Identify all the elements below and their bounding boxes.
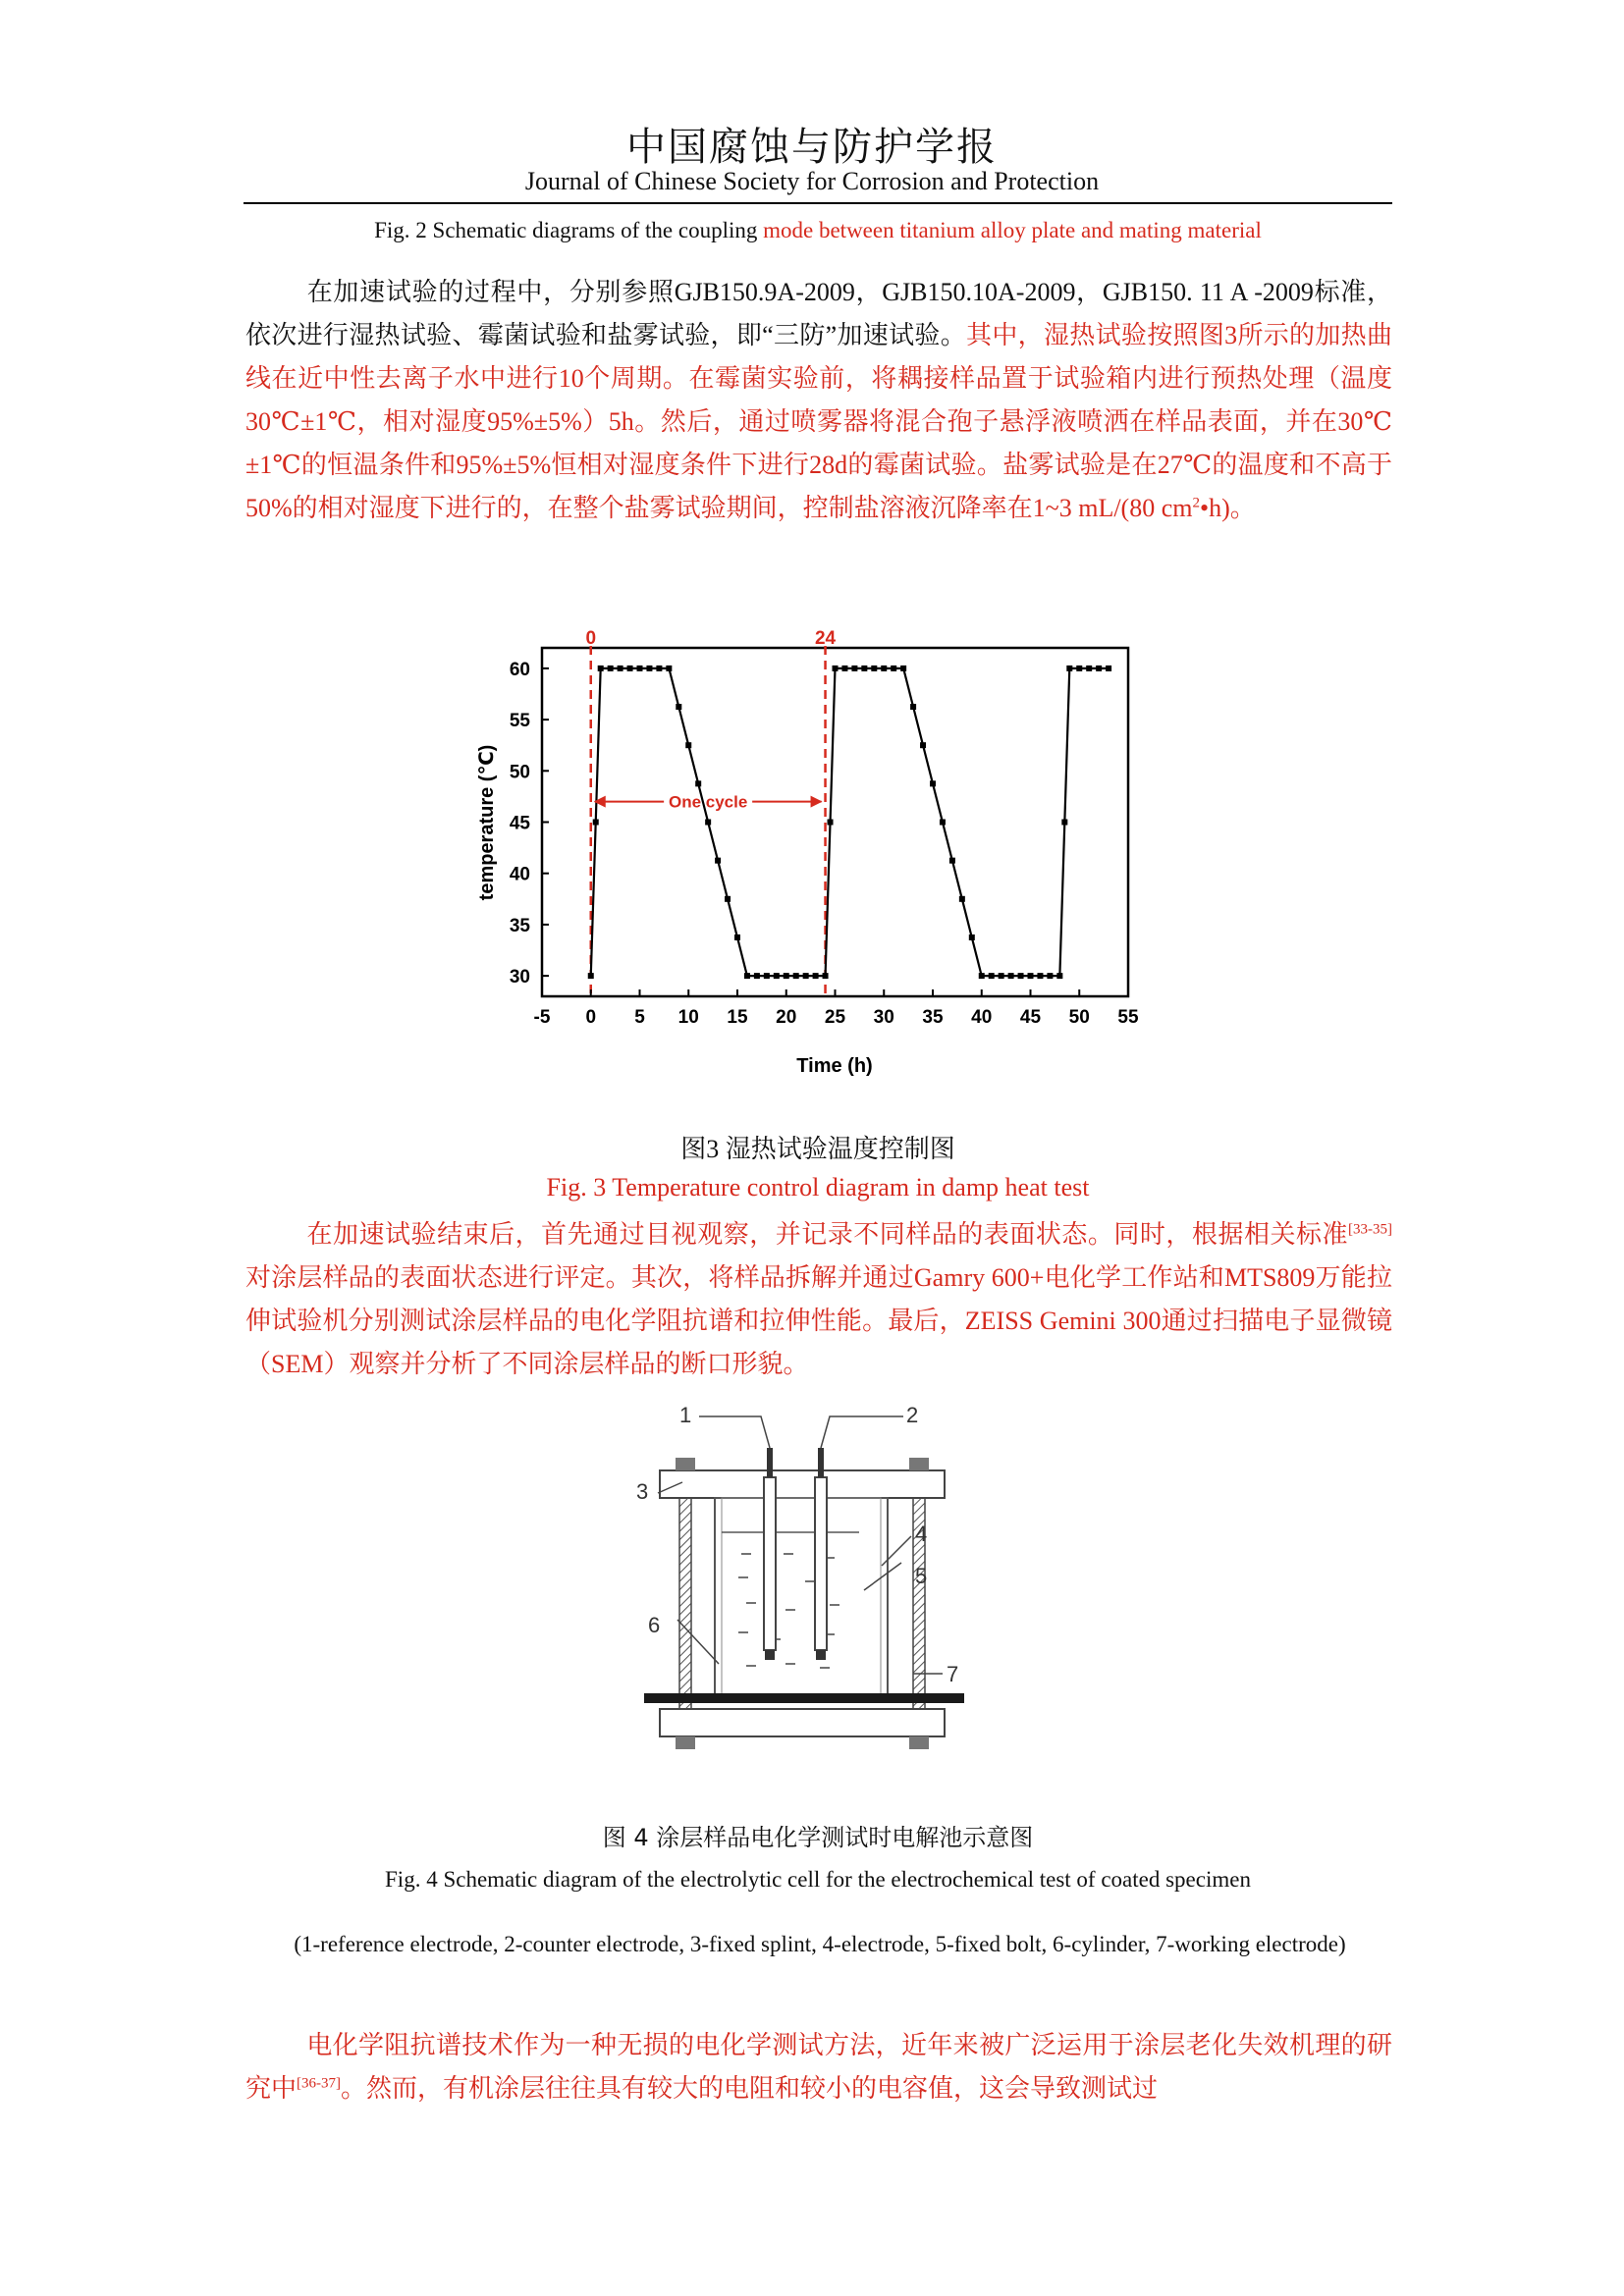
temperature-point: [588, 973, 594, 979]
y-tick-label: 45: [509, 813, 530, 834]
temperature-point: [940, 820, 946, 826]
temperature-point: [1096, 666, 1102, 671]
temperature-point: [823, 973, 829, 979]
temperature-point: [813, 973, 819, 979]
reference-electrode: [764, 1477, 776, 1650]
temperature-point: [715, 858, 721, 864]
nut-bottom-left: [676, 1736, 695, 1749]
temperature-point: [1047, 973, 1053, 979]
temperature-point: [861, 666, 867, 671]
y-axis-label: temperature (℃): [476, 744, 498, 901]
temperature-point: [833, 666, 839, 671]
journal-title-cn: 中国腐蚀与防护学报: [626, 125, 998, 169]
temperature-point: [891, 666, 896, 671]
paragraph-accelerated-test: [245, 271, 1392, 530]
para3-text: 电化学阻抗谱技术作为一种无损的电化学测试方法，近年来被广泛运用于涂层老化失效机理的研究中: [245, 2031, 1392, 2103]
temperature-point: [608, 666, 614, 671]
temperature-point: [784, 973, 789, 979]
temperature-point: [627, 666, 633, 671]
y-tick-label: 35: [509, 915, 530, 936]
para1-red: 其中，湿热试验按照图3所示的加热曲线在近中性去离子水中进行10个周期。在霉菌实验前，将耦接样品置于试验箱内进行预热处理（温度30℃±1℃，相对湿度95%±5%）5h。然后，通过喷雾器将混合孢子悬浮液喷洒在样品表面，并在30℃±1℃的恒温条件和95%±5%恒相对湿度条件下进行28d的霉菌试验。盐雾试验是在27℃的温度和不高于50%的相对湿度下进行的，在整个盐雾试验期间，控制盐溶液沉降率在1~3 mL/(80 cm: [245, 321, 1392, 522]
temperature-point: [881, 666, 887, 671]
temperature-point: [979, 973, 985, 979]
header-rule: [244, 202, 1392, 204]
fig2-caption: [244, 218, 1392, 243]
x-tick-label: 40: [971, 1007, 993, 1028]
temperature-point: [725, 896, 731, 902]
cell-label-3: 3: [636, 1479, 649, 1504]
counter-electrode-tip: [816, 1650, 826, 1660]
fig4-caption-cn: 图 4 涂层样品电化学测试时电解池示意图: [602, 1824, 1034, 1851]
temperature-point: [705, 820, 711, 826]
temperature-point: [764, 973, 770, 979]
cylinder-inner-wall: [722, 1498, 881, 1694]
cell-label-7: 7: [947, 1662, 959, 1686]
reference-electrode-tip: [765, 1650, 775, 1660]
one-cycle-label: One cycle: [668, 792, 748, 812]
x-tick-label: 20: [776, 1007, 797, 1028]
temperature-line: [591, 668, 1109, 976]
temperature-point: [920, 742, 926, 748]
temperature-point: [1066, 666, 1072, 671]
temperature-point: [744, 973, 750, 979]
para1-red-end: •h)。: [1199, 494, 1256, 522]
temperature-point: [646, 666, 652, 671]
paragraph-eis: [245, 2024, 1392, 2110]
temperature-point: [793, 973, 799, 979]
para3-reference: [36-37]: [297, 2075, 342, 2092]
x-axis-label: Time (h): [796, 1055, 873, 1077]
nut-top-left: [676, 1458, 695, 1470]
temperature-point: [989, 973, 995, 979]
x-tick-label: 0: [585, 1007, 597, 1028]
temperature-point: [754, 973, 760, 979]
para2-text-a: 在加速试验结束后，首先通过目视观察，并记录不同样品的表面状态。同时，根据相关标准: [306, 1220, 1348, 1249]
y-tick-label: 55: [509, 711, 530, 732]
nut-top-right: [909, 1458, 929, 1470]
para2-text-red: ZEISS Gemini 300通过扫描电子显微镜（SEM）观察并分析了不同涂层样品的断口形貌。: [245, 1307, 1392, 1378]
temperature-point: [1018, 973, 1024, 979]
temperature-point: [841, 666, 847, 671]
fig4-caption-en: Fig. 4 Schematic diagram of the electrolytic cell for the electrochemical test of coated specimen: [385, 1867, 1251, 1892]
x-tick-label: 5: [634, 1007, 645, 1028]
temperature-point: [1076, 666, 1082, 671]
x-tick-label: 25: [824, 1007, 846, 1028]
cylinder: [715, 1498, 888, 1694]
temperature-point: [803, 973, 809, 979]
temperature-point: [999, 973, 1004, 979]
y-tick-label: 50: [509, 762, 530, 783]
temperature-point: [871, 666, 877, 671]
temperature-point: [969, 934, 975, 940]
temperature-point: [1028, 973, 1034, 979]
temperature-point: [910, 704, 916, 710]
temperature-point: [900, 666, 906, 671]
cell-label-5: 5: [915, 1564, 928, 1588]
journal-title-en: Journal of Chinese Society for Corrosion and Protection: [524, 167, 1100, 195]
fig3-chart: [461, 618, 1149, 1090]
temperature-point: [666, 666, 672, 671]
paragraph-evaluation: [245, 1213, 1392, 1386]
temperature-point: [1061, 820, 1067, 826]
temperature-point: [618, 666, 623, 671]
temperature-point: [598, 666, 604, 671]
fig4-legend: (1-reference electrode, 2-counter electrode, 3-fixed splint, 4-electrode, 5-fixed bolt, 6-cylinder, 7-working electrode): [294, 1932, 1346, 1956]
x-tick-label: 55: [1117, 1007, 1139, 1028]
temperature-point: [949, 858, 955, 864]
temperature-point: [959, 896, 965, 902]
temperature-point: [656, 666, 662, 671]
bolt-left: [679, 1498, 691, 1709]
temperature-point: [1056, 973, 1062, 979]
temperature-point: [1086, 666, 1092, 671]
y-tick-label: 30: [509, 967, 530, 988]
reference-electrode-lead: [767, 1448, 773, 1477]
para1-superscript: 2: [1192, 495, 1200, 511]
para1-black: 在加速试验的过程中，分别参照GJB150.9A-2009，GJB150.10A-2009，GJB150. 11 A -2009标准，依次进行湿热试验、霉菌试验和盐雾试验，即“三防”加速试验。: [245, 278, 1392, 349]
temperature-point: [828, 820, 834, 826]
leader-lines: [658, 1416, 943, 1674]
fig3-caption-cn: 图3 湿热试验温度控制图: [680, 1135, 955, 1163]
working-electrode: [644, 1693, 964, 1703]
cell-label-4: 4: [915, 1522, 928, 1546]
x-tick-label: 15: [727, 1007, 748, 1028]
para3-text-b: 。然而，有机涂层往往具有较大的电阻和较小的电容值，这会导致测试过: [341, 2074, 1159, 2103]
x-tick-label: -5: [533, 1007, 551, 1028]
temperature-point: [930, 780, 936, 786]
nut-bottom-right: [909, 1736, 929, 1749]
temperature-point: [676, 704, 681, 710]
x-tick-label: 10: [677, 1007, 699, 1028]
top-splint: [660, 1470, 945, 1498]
para2-reference: [33-35]: [1348, 1221, 1392, 1238]
fig4-electrolytic-cell: [628, 1399, 1021, 1791]
x-tick-label: 50: [1068, 1007, 1090, 1028]
counter-electrode: [815, 1477, 827, 1650]
cell-label-2: 2: [906, 1403, 919, 1427]
cycle-boundary-label: 0: [585, 628, 597, 649]
temperature-point: [1037, 973, 1043, 979]
cell-label-1: 1: [679, 1403, 692, 1427]
temperature-point: [593, 820, 599, 826]
temperature-point: [695, 780, 701, 786]
y-tick-label: 60: [509, 659, 530, 680]
fig2-caption-prefix: Fig. 2 Schematic diagrams of the coupling: [374, 218, 764, 242]
x-tick-label: 35: [922, 1007, 944, 1028]
cycle-boundary-label: 24: [814, 628, 837, 649]
temperature-point: [774, 973, 780, 979]
y-tick-label: 40: [509, 864, 530, 885]
para2-text-b: 对涂层样品的表面状态进行评定。其次，将样品拆解并通过Gamry 600+电化学工作站和MTS809万能拉伸试验机分别测试涂层样品的电化学阻抗谱和拉伸性能。最后，: [245, 1263, 1392, 1335]
counter-electrode-lead: [818, 1448, 824, 1477]
temperature-point: [1106, 666, 1111, 671]
temperature-point: [1008, 973, 1014, 979]
x-tick-label: 30: [873, 1007, 894, 1028]
bottom-splint: [660, 1709, 945, 1736]
arrowhead-right: [811, 796, 823, 808]
temperature-point: [734, 934, 740, 940]
temperature-point: [637, 666, 643, 671]
cell-label-6: 6: [648, 1613, 661, 1637]
temperature-point: [685, 742, 691, 748]
fig2-caption-red: mode between titanium alloy plate and mating material: [763, 218, 1262, 242]
fig3-caption-en: Fig. 3 Temperature control diagram in damp heat test: [546, 1173, 1090, 1201]
x-tick-label: 45: [1019, 1007, 1042, 1028]
temperature-point: [851, 666, 857, 671]
